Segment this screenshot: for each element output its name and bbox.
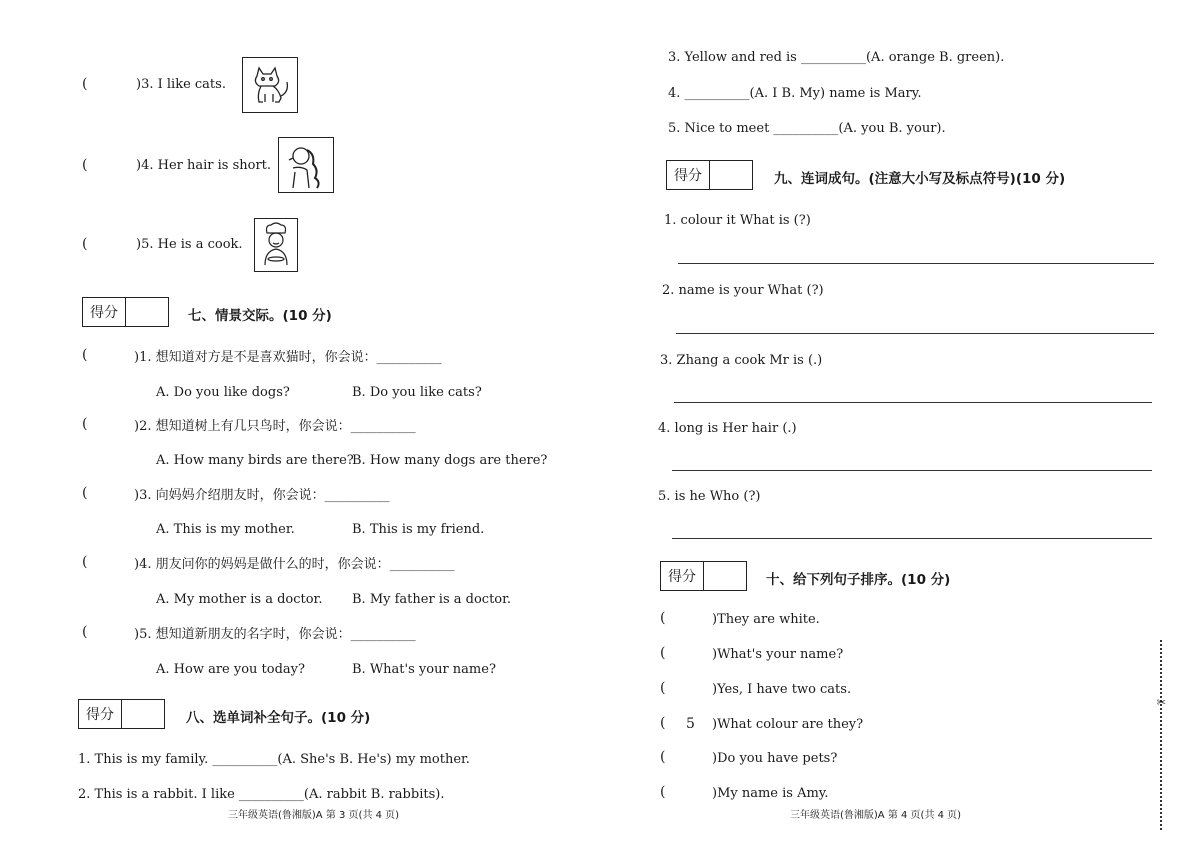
s7-question-5: )5. 想知道新朋友的名字时，你会说：__________ [134, 627, 416, 642]
answer-paren: ( [82, 157, 88, 173]
answer-paren: ( [82, 347, 88, 363]
section9-scorebox [666, 160, 753, 190]
answer-paren: ( [82, 485, 88, 501]
score-label: 得分 [83, 298, 126, 326]
answer-paren: ( [82, 76, 88, 92]
answer-paren: ( [82, 416, 88, 432]
answer-paren: ( [660, 610, 666, 626]
score-label: 得分 [661, 562, 704, 590]
answer-paren: ( [82, 624, 88, 640]
s7-q4-option-b: B. My father is a doctor. [352, 592, 512, 607]
s9-item-5: 5. is he Who (?) [658, 489, 761, 504]
s7-q5-option-b: B. What's your name? [352, 662, 496, 677]
order-answer[interactable]: 5 [686, 716, 695, 732]
s8-item-1: 1. This is my family. __________(A. She's B. He's) my mother. [78, 752, 470, 767]
answer-paren: ( [660, 680, 666, 696]
s8-item-5: 5. Nice to meet __________(A. you B. your). [668, 121, 946, 136]
score-label: 得分 [79, 700, 122, 728]
s7-q4-option-a: A. My mother is a doctor. [156, 592, 323, 607]
s10-item-6: )My name is Amy. [712, 786, 829, 801]
s7-q3-option-b: B. This is my friend. [352, 522, 485, 537]
s8-item-3: 3. Yellow and red is __________(A. orange B. green). [668, 50, 1005, 65]
s7-q3-option-a: A. This is my mother. [156, 522, 295, 537]
s10-item-3: )Yes, I have two cats. [712, 682, 852, 697]
answer-line[interactable] [676, 333, 1154, 334]
answer-paren: ( [82, 554, 88, 570]
answer-line[interactable] [674, 402, 1152, 403]
s7-q1-option-b: B. Do you like cats? [352, 385, 482, 400]
score-field[interactable] [126, 298, 168, 326]
section7-scorebox [82, 297, 169, 327]
right-page [600, 0, 1200, 847]
cook-icon [254, 218, 298, 272]
s7-question-2: )2. 想知道树上有几只鸟时，你会说：__________ [134, 419, 416, 434]
answer-paren: ( [660, 715, 666, 731]
s7-question-1: )1. 想知道对方是不是喜欢猫时，你会说：__________ [134, 350, 442, 365]
s9-item-4: 4. long is Her hair (.) [658, 421, 797, 436]
score-field[interactable] [122, 700, 164, 728]
answer-paren: ( [660, 784, 666, 800]
s9-item-2: 2. name is your What (?) [662, 283, 824, 298]
answer-paren: ( [82, 236, 88, 252]
answer-paren: ( [660, 749, 666, 765]
s7-q5-option-a: A. How are you today? [156, 662, 305, 677]
section7-title: 七、情景交际。(10 分) [188, 308, 332, 324]
s9-item-3: 3. Zhang a cook Mr is (.) [660, 353, 823, 368]
answer-line[interactable] [672, 470, 1152, 471]
picture-item-5: )5. He is a cook. [136, 237, 243, 252]
score-field[interactable] [704, 562, 746, 590]
section8-scorebox [78, 699, 165, 729]
section10-scorebox [660, 561, 747, 591]
s7-question-4: )4. 朋友问你的妈妈是做什么的时，你会说：__________ [134, 557, 455, 572]
s8-item-2: 2. This is a rabbit. I like __________(A. rabbit B. rabbits). [78, 787, 445, 802]
cat-icon [242, 57, 298, 113]
picture-item-3: )3. I like cats. [136, 77, 226, 92]
s10-item-4: )What colour are they? [712, 717, 864, 732]
s10-item-1: )They are white. [712, 612, 820, 627]
s10-item-5: )Do you have pets? [712, 751, 838, 766]
answer-line[interactable] [678, 263, 1154, 264]
section8-title: 八、选单词补全句子。(10 分) [186, 710, 371, 726]
picture-item-4: )4. Her hair is short. [136, 158, 272, 173]
s7-q1-option-a: A. Do you like dogs? [156, 385, 290, 400]
scissor-icon: ✂ [1156, 696, 1166, 709]
score-field[interactable] [710, 161, 752, 189]
s9-item-1: 1. colour it What is (?) [664, 213, 811, 228]
s7-q2-option-a: A. How many birds are there? [156, 453, 354, 468]
s8-item-4: 4. __________(A. I B. My) name is Mary. [668, 86, 922, 101]
score-label: 得分 [667, 161, 710, 189]
s7-q2-option-b: B. How many dogs are there? [352, 453, 548, 468]
page-footer-left: 三年级英语(鲁湘版)A 第 3 页(共 4 页) [228, 810, 400, 821]
section10-title: 十、给下列句子排序。(10 分) [766, 572, 951, 588]
s7-question-3: )3. 向妈妈介绍朋友时，你会说：__________ [134, 488, 390, 503]
section9-title: 九、连词成句。(注意大小写及标点符号)(10 分) [774, 171, 1066, 187]
page-footer-right: 三年级英语(鲁湘版)A 第 4 页(共 4 页) [790, 810, 962, 821]
cut-line [1160, 640, 1162, 830]
answer-paren: ( [660, 645, 666, 661]
s10-item-2: )What's your name? [712, 647, 844, 662]
girl-icon [278, 137, 334, 193]
answer-line[interactable] [672, 538, 1152, 539]
